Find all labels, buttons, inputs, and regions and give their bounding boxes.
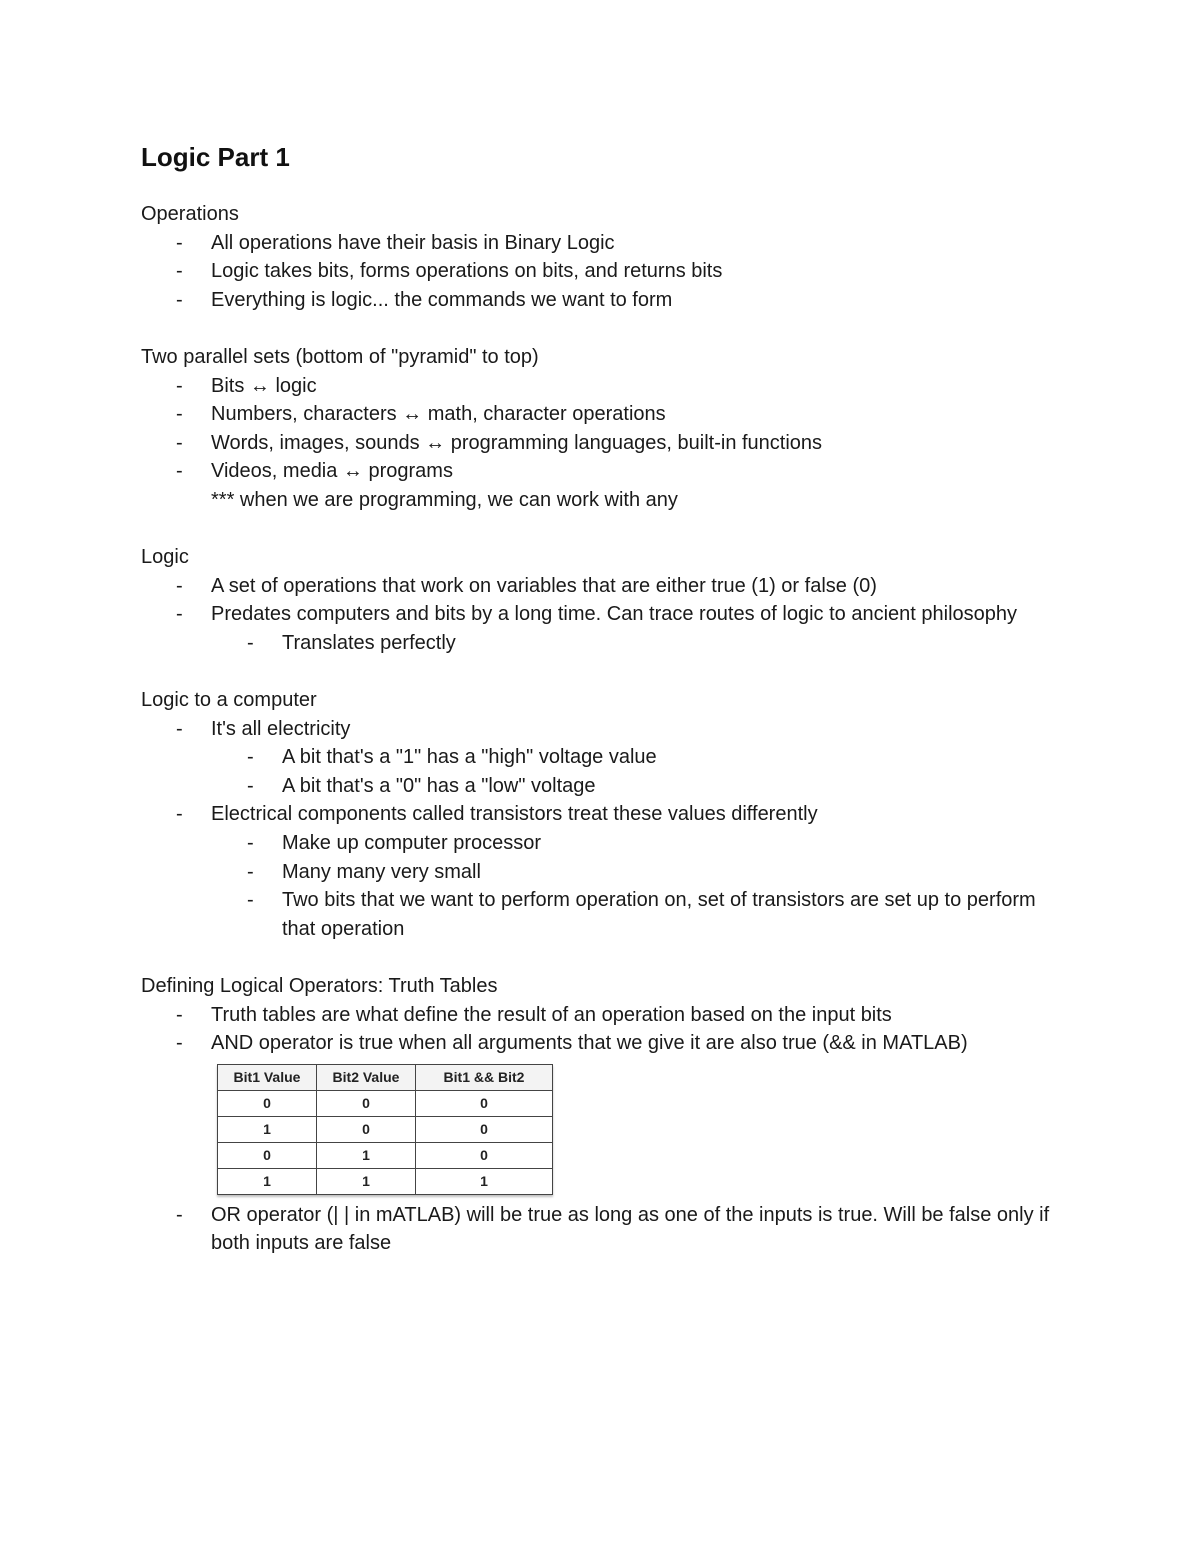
and-truth-table xyxy=(217,1064,553,1195)
table-row xyxy=(218,1090,553,1116)
sub-list-item: - A bit that's a "0" has a "low" voltage xyxy=(141,772,1071,801)
table-cell: 0 xyxy=(317,1116,416,1142)
section-heading-operations: Operations xyxy=(141,203,239,225)
operations-list xyxy=(141,229,1071,315)
list-item: - Truth tables are what define the result of an operation based on the input bits xyxy=(141,1001,1071,1030)
column-header: Bit1 Value xyxy=(218,1064,317,1090)
column-header: Bit1 && Bit2 xyxy=(416,1064,553,1090)
sub-list-item: - Translates perfectly xyxy=(141,629,1071,658)
list-item: - Electrical components called transistors treat these values differently xyxy=(141,800,1071,829)
section-heading-logic: Logic xyxy=(141,546,189,569)
column-header: Bit2 Value xyxy=(317,1064,416,1090)
list-item: - It's all electricity xyxy=(141,715,1071,744)
page-title: Logic Part 1 xyxy=(141,142,290,172)
truth-tables-list xyxy=(141,1001,1071,1058)
table-cell: 1 xyxy=(218,1168,317,1194)
table-cell: 1 xyxy=(218,1116,317,1142)
table-cell: 1 xyxy=(317,1142,416,1168)
table-header-row xyxy=(218,1064,553,1090)
list-item: - A set of operations that work on variables that are either true (1) or false (0) xyxy=(141,572,1071,601)
table-cell: 0 xyxy=(218,1090,317,1116)
section-heading-logic-to-computer: Logic to a computer xyxy=(141,689,317,712)
list-item: - OR operator (| | in mATLAB) will be true as long as one of the inputs is true. Will be false only if both inputs are false xyxy=(141,1201,1071,1258)
or-operator-list xyxy=(141,1201,1071,1258)
table-cell: 0 xyxy=(317,1090,416,1116)
logic-to-computer-list xyxy=(141,715,1071,944)
list-item: - Logic takes bits, forms operations on bits, and returns bits xyxy=(141,257,1071,286)
table-cell: 0 xyxy=(416,1142,553,1168)
list-item: - Bits ↔ logic xyxy=(141,372,1071,401)
section-heading-truth-tables: Defining Logical Operators: Truth Tables xyxy=(141,975,498,998)
section-gap xyxy=(141,314,1071,343)
programming-note: *** when we are programming, we can work with any xyxy=(211,488,678,511)
logic-list xyxy=(141,572,1071,658)
parallel-sets-list xyxy=(141,372,1071,486)
sub-list-item: - Many many very small xyxy=(141,858,1071,887)
list-item: - Words, images, sounds ↔ programming languages, built-in functions xyxy=(141,429,1071,458)
sub-list-item: - Two bits that we want to perform operation on, set of transistors are set up to perform that operation xyxy=(141,886,1071,943)
section-gap xyxy=(141,515,1071,544)
document-page xyxy=(141,140,1071,1258)
table-row xyxy=(218,1168,553,1194)
list-item: - Numbers, characters ↔ math, character operations xyxy=(141,400,1071,429)
section-gap xyxy=(141,658,1071,687)
table-cell: 1 xyxy=(416,1168,553,1194)
section-heading-parallel-sets: Two parallel sets (bottom of "pyramid" to top) xyxy=(141,345,539,368)
title-spacer xyxy=(141,174,1071,200)
list-item: - All operations have their basis in Binary Logic xyxy=(141,229,1071,258)
list-item: - Everything is logic... the commands we want to form xyxy=(141,286,1071,315)
sub-list-item: - Make up computer processor xyxy=(141,829,1071,858)
section-gap xyxy=(141,943,1071,972)
table-row xyxy=(218,1116,553,1142)
table-cell: 1 xyxy=(317,1168,416,1194)
list-item: - AND operator is true when all arguments that we give it are also true (&& in MATLAB) xyxy=(141,1029,1071,1058)
and-truth-table-container xyxy=(141,1058,1071,1201)
sub-list-item: - A bit that's a "1" has a "high" voltage value xyxy=(141,743,1071,772)
table-row xyxy=(218,1142,553,1168)
table-cell: 0 xyxy=(416,1090,553,1116)
table-cell: 0 xyxy=(218,1142,317,1168)
list-item: - Predates computers and bits by a long time. Can trace routes of logic to ancient philosophy xyxy=(141,600,1071,629)
table-cell: 0 xyxy=(416,1116,553,1142)
list-item: - Videos, media ↔ programs xyxy=(141,457,1071,486)
